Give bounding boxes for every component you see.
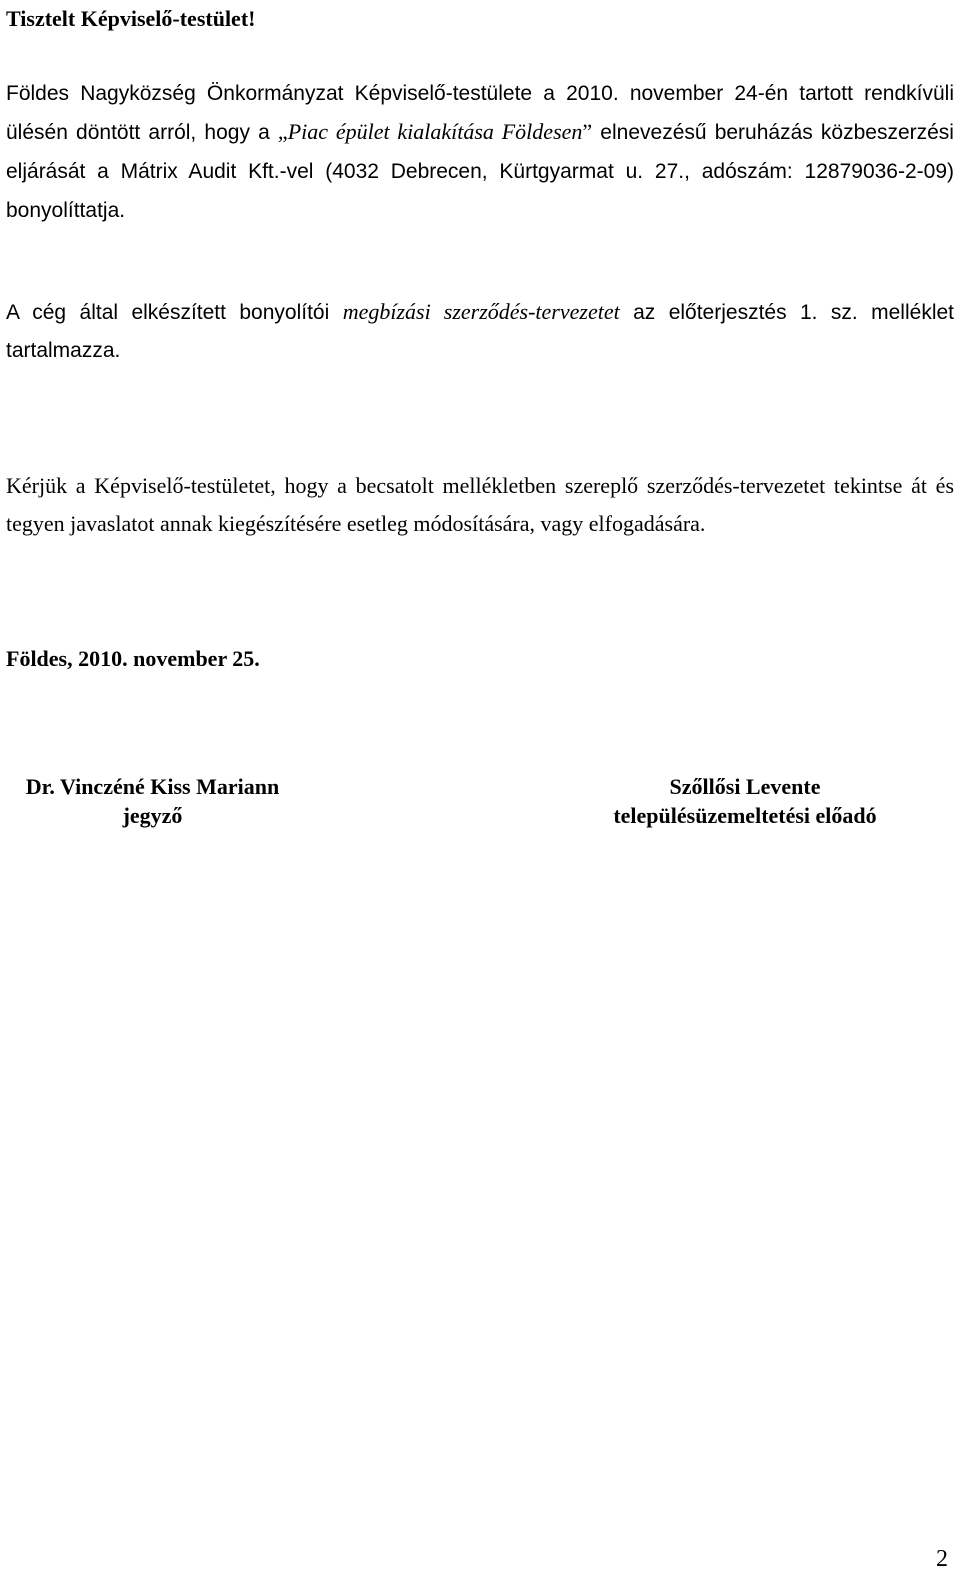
- paragraph-request: Kérjük a Képviselő-testületet, hogy a becsatolt mellékletben szereplő szerződés-tervezetet tekintse át és tegyen javaslatot annak kiegészítésére esetleg módosítására, vagy elfogadására.: [6, 473, 954, 536]
- salutation-heading: Tisztelt Képviselő-testület!: [6, 6, 256, 31]
- paragraph-contract: [6, 293, 954, 370]
- para1-text-b: elnevezésű beruházás közbeszerzési eljárását a Mátrix Audit Kft.-vel (4032 Debrecen, Kürtgyarmat u. 27., adószám: 12879036-2-09) bonyolíttatja.: [6, 121, 954, 222]
- paragraph-decision: [6, 74, 954, 230]
- quote-open: „: [277, 119, 288, 144]
- project-name: Piac épület kialakítása Földesen: [287, 119, 583, 144]
- quote-close: ”: [582, 119, 593, 144]
- contract-document-name: megbízási szerződés-tervezetet: [342, 299, 620, 324]
- signatory-title: jegyző: [122, 803, 183, 828]
- signatory-name: Szőllősi Levente: [669, 774, 821, 799]
- para2-text-a: A cég által elkészített bonyolítói: [6, 301, 343, 324]
- signature-block-notary: [6, 772, 299, 830]
- signatory-title: településüzemeltetési előadó: [613, 803, 877, 828]
- signature-block-officer: [592, 772, 898, 830]
- place-date: Földes, 2010. november 25.: [6, 646, 260, 671]
- para1-text-a: Földes Nagyközség Önkormányzat Képviselő-testülete a 2010. november 24-én tartott rendkívüli ülésén döntött arról, hogy a: [6, 82, 954, 144]
- page-number: 2: [936, 1546, 948, 1572]
- para2-text-b: az előterjesztés 1. sz. melléklet tartalmazza.: [6, 301, 954, 362]
- signatory-name: Dr. Vinczéné Kiss Mariann: [25, 774, 280, 799]
